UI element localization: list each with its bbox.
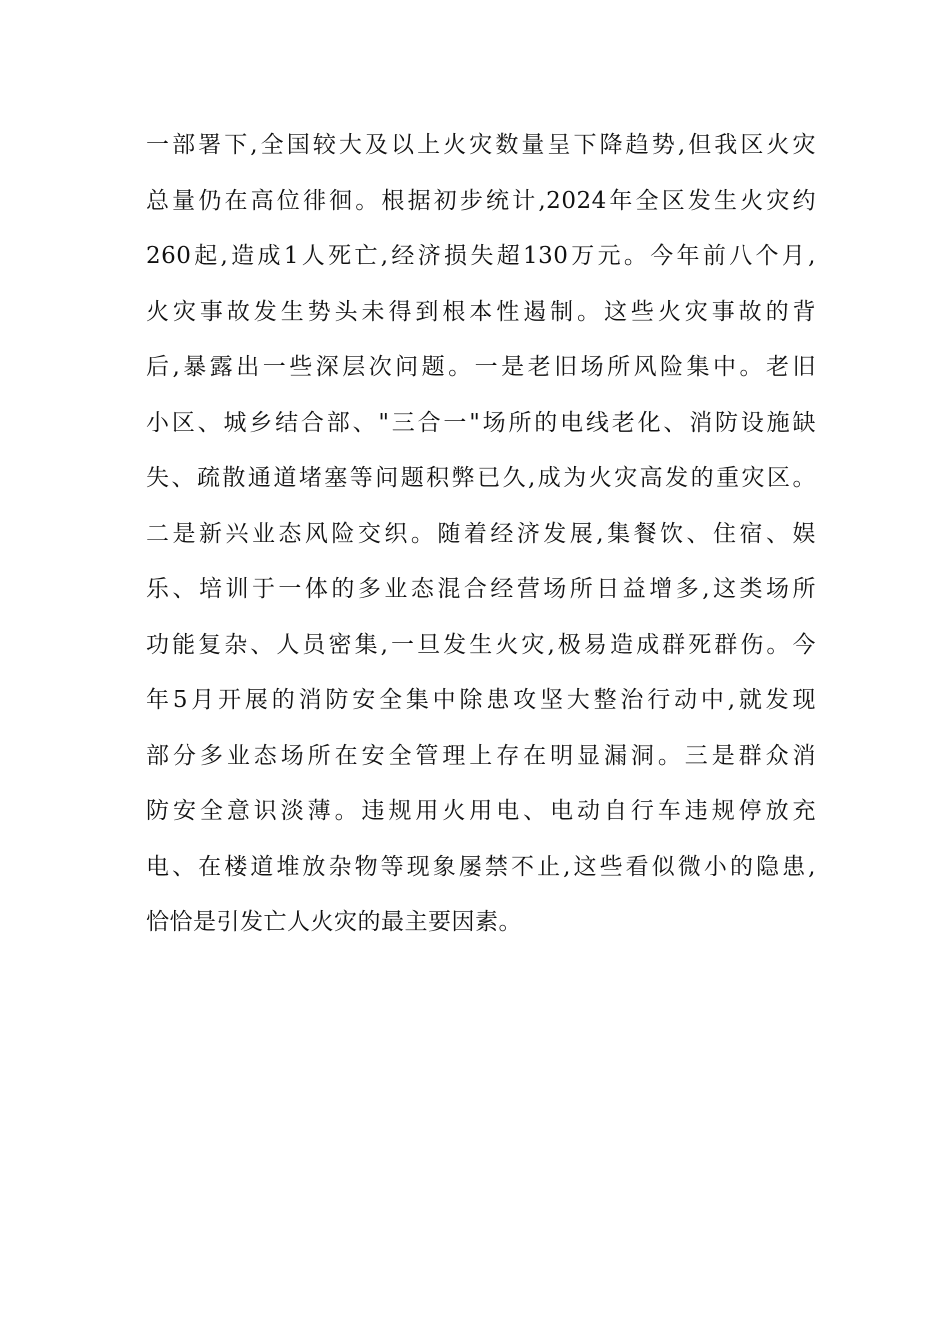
body-paragraph [146,118,816,951]
text-line: 火灾事故发生势头未得到根本性遏制。这些火灾事故的背 [146,298,816,325]
text-line: 电、在楼道堆放杂物等现象屡禁不止,这些看似微小的隐患, [146,853,816,880]
text-line: 小区、城乡结合部、"三合一"场所的电线老化、消防设施缺 [146,409,816,436]
text-line: 恰恰是引发亡人火灾的最主要因素。 [146,909,522,935]
text-line: 总量仍在高位徘徊。根据初步统计,2024年全区发生火灾约 [146,187,816,214]
text-line: 年5月开展的消防安全集中除患攻坚大整治行动中,就发现 [146,687,816,713]
text-line: 一部署下,全国较大及以上火灾数量呈下降趋势,但我区火灾 [146,132,816,158]
text-line: 二是新兴业态风险交织。随着经济发展,集餐饮、住宿、娱 [146,520,816,547]
text-line: 失、疏散通道堵塞等问题积弊已久,成为火灾高发的重灾区。 [146,465,816,491]
text-line: 防安全意识淡薄。违规用火用电、电动自行车违规停放充 [146,798,816,824]
text-line: 260起,造成1人死亡,经济损失超130万元。今年前八个月, [146,243,816,269]
text-line: 功能复杂、人员密集,一旦发生火灾,极易造成群死群伤。今 [146,631,816,658]
text-line: 乐、培训于一体的多业态混合经营场所日益增多,这类场所 [146,576,816,602]
text-line: 部分多业态场所在安全管理上存在明显漏洞。三是群众消 [146,742,816,769]
text-line: 后,暴露出一些深层次问题。一是老旧场所风险集中。老旧 [146,354,816,380]
